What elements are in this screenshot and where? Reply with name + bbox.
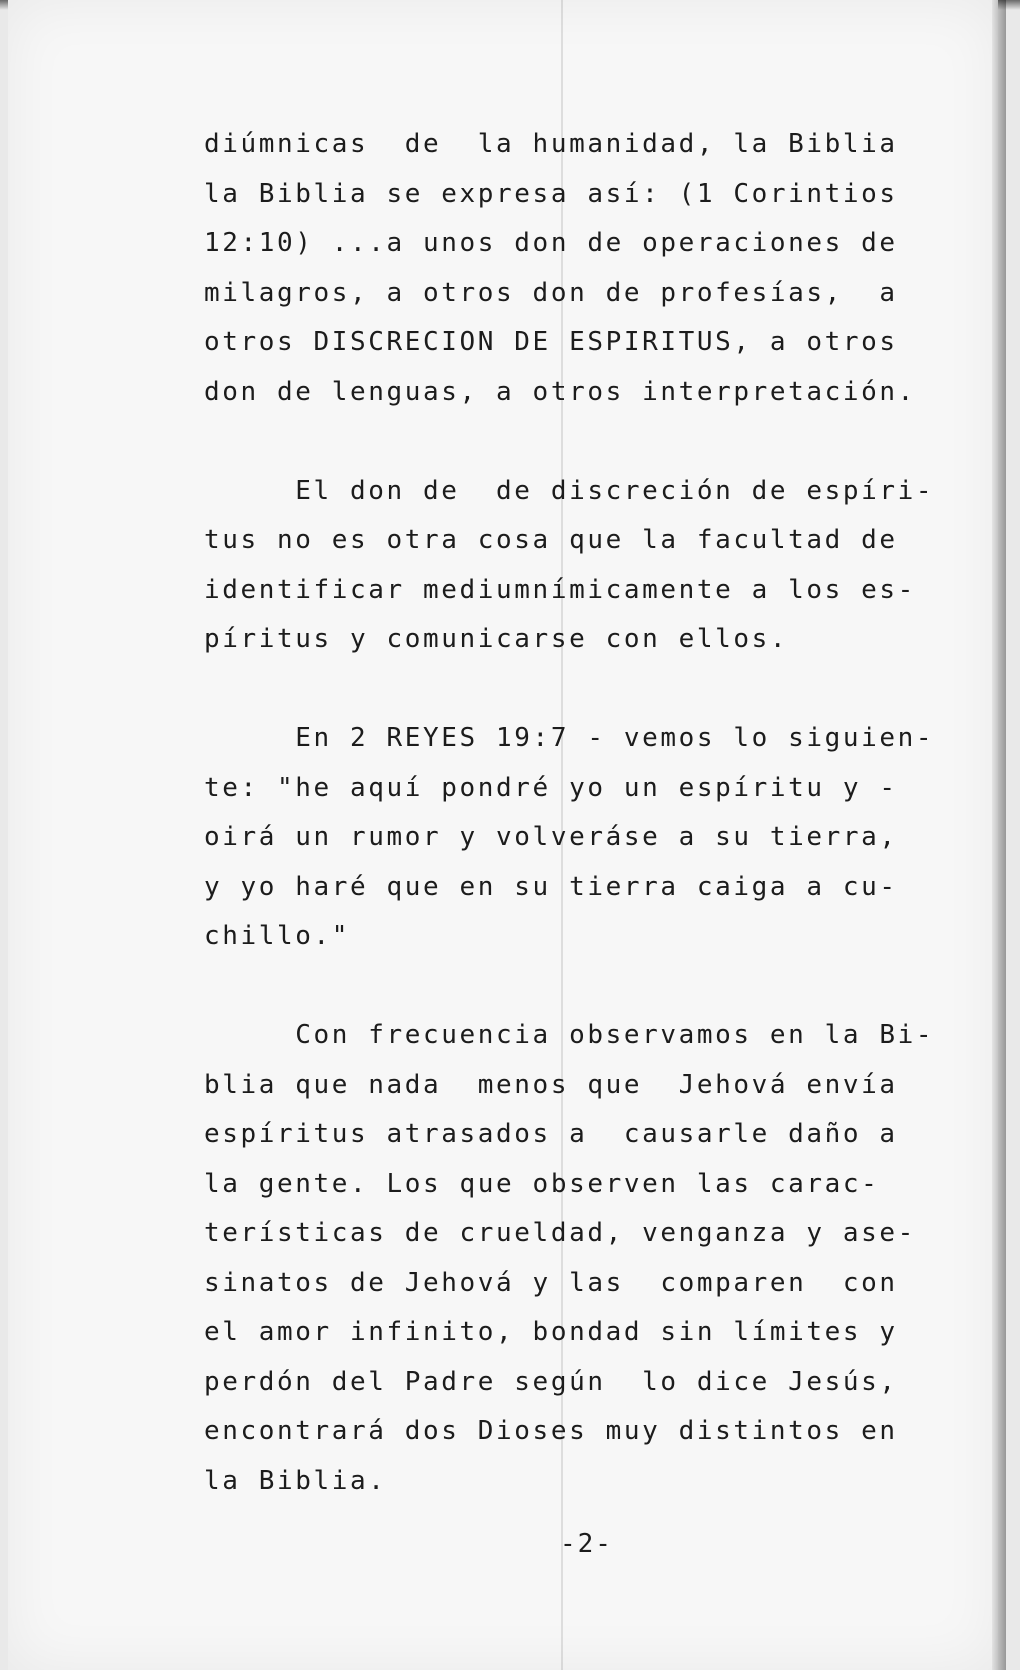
text-line: blia que nada menos que Jehová envía	[204, 1069, 898, 1100]
text-line: sinatos de Jehová y las comparen con	[204, 1267, 898, 1298]
text-line: el amor infinito, bondad sin límites y	[204, 1317, 898, 1347]
text-line: Con frecuencia observamos en la Bi-	[204, 1020, 935, 1050]
blank-line	[204, 665, 949, 715]
text-line: la gente. Los que observen las carac-	[204, 1168, 880, 1199]
body-text	[204, 120, 949, 1506]
text-line: perdón del Padre según lo dice Jesús,	[204, 1366, 898, 1397]
text-line: píritus y comunicarse con ellos.	[204, 624, 789, 654]
blank-line	[204, 962, 949, 1012]
blank-line	[204, 417, 949, 467]
text-line: te: "he aquí pondré yo un espíritu y -	[204, 772, 898, 803]
text-line: la Biblia.	[204, 1465, 387, 1496]
text-line: encontrará dos Dioses muy distintos en	[204, 1416, 898, 1446]
text-line: la Biblia se expresa así: (1 Corintios	[204, 178, 898, 209]
text-line: diúmnicas de la humanidad, la Biblia	[204, 129, 898, 159]
text-line: terísticas de crueldad, venganza y ase-	[204, 1218, 916, 1248]
page-number: -2-	[560, 1529, 613, 1559]
text-line: don de lenguas, a otros interpretación.	[204, 376, 916, 407]
text-line: espíritus atrasados a causarle daño a	[204, 1119, 898, 1149]
text-line: oirá un rumor y volveráse a su tierra,	[204, 822, 898, 852]
text-line: 12:10) ...a unos don de operaciones de	[204, 228, 898, 258]
text-line: y yo haré que en su tierra caiga a cu-	[204, 871, 898, 902]
text-line: milagros, a otros don de profesías, a	[204, 277, 898, 308]
text-line: identificar mediumnímicamente a los es-	[204, 574, 916, 605]
text-line: El don de de discreción de espíri-	[204, 475, 935, 506]
text-line: otros DISCRECION DE ESPIRITUS, a otros	[204, 327, 898, 357]
text-line: En 2 REYES 19:7 - vemos lo siguien-	[204, 723, 935, 753]
text-line: tus no es otra cosa que la facultad de	[204, 525, 898, 555]
text-line: chillo."	[204, 921, 351, 951]
